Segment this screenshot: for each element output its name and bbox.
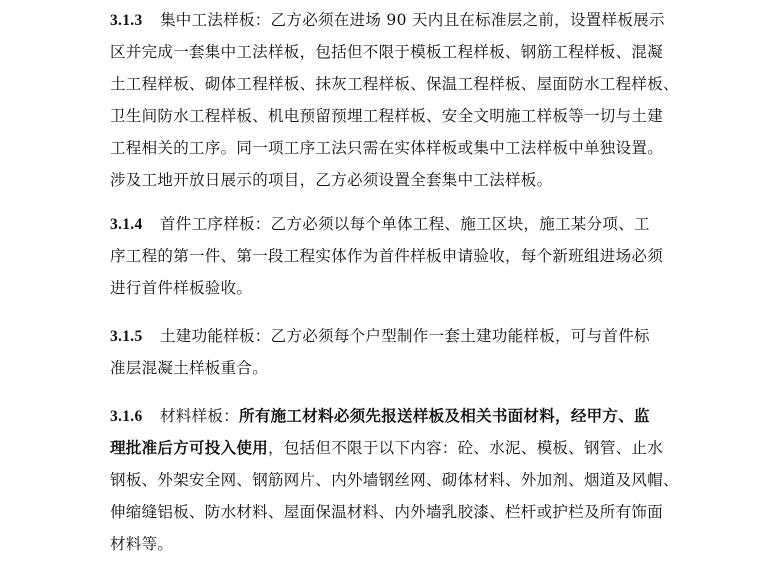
emphasis-text: 所有施工材料必须先报送样板及相关书面材料，经甲方、监 (239, 406, 650, 425)
paragraph-line (110, 4, 665, 36)
paragraph-line: 土工程样板、砌体工程样板、抹灰工程样板、保温工程样板、屋面防水工程样板、 (110, 75, 679, 93)
paragraph-line: 伸缩缝铝板、防水材料、屋面保温材料、内外墙乳胶漆、栏杆或护栏及所有饰面 (110, 503, 664, 521)
section-3-1-4 (110, 208, 664, 304)
line-text: 首件工序样板：乙方必须以每个单体工程、施工区块，施工某分项、工 (160, 215, 650, 233)
section-number: 3.1.6 (110, 408, 143, 425)
paragraph-line: 卫生间防水工程样板、机电预留预埋工程样板、安全文明施工样板等一切与土建 (110, 107, 664, 125)
emphasis-text: 理批准后方可投入使用 (110, 438, 269, 457)
line-text: 材料样板： (160, 407, 240, 425)
paragraph-line: 钢板、外架安全网、钢筋网片、内外墙钢丝网、砌体材料、外加剂、烟道及风帽、 (110, 471, 679, 489)
section-3-1-3 (110, 4, 679, 196)
paragraph-line (110, 320, 650, 352)
paragraph-line: 工程相关的工序。同一项工序工法只需在实体样板或集中工法样板中单独设置。 (110, 139, 664, 157)
paragraph-line: 材料等。 (110, 535, 174, 553)
paragraph-line (110, 432, 664, 464)
paragraph-line: 涉及工地开放日展示的项目，乙方必须设置全套集中工法样板。 (110, 171, 553, 189)
section-number: 3.1.3 (110, 12, 143, 29)
paragraph-line: 准层混凝土样板重合。 (110, 359, 269, 377)
paragraph-line (110, 400, 650, 432)
paragraph-line: 区并完成一套集中工法样板，包括但不限于模板工程样板、钢筋工程样板、混凝 (110, 43, 664, 61)
section-3-1-5 (110, 320, 650, 384)
paragraph-line: 序工程的第一件、第一段工程实体作为首件样板申请验收，每个新班组进场必须 (110, 247, 664, 265)
line-text: 土建功能样板：乙方必须每个户型制作一套土建功能样板，可与首件标 (160, 327, 650, 345)
line-text: ，包括但不限于以下内容：砼、水泥、模板、钢管、止水 (268, 439, 664, 457)
paragraph-line (110, 208, 650, 240)
paragraph-line: 进行首件样板验收。 (110, 279, 253, 297)
section-number: 3.1.5 (110, 328, 143, 345)
section-number: 3.1.4 (110, 216, 143, 233)
line-text: 集中工法样板：乙方必须在进场 90 天内且在标准层之前，设置样板展示 (160, 11, 665, 29)
section-3-1-6 (110, 400, 679, 560)
